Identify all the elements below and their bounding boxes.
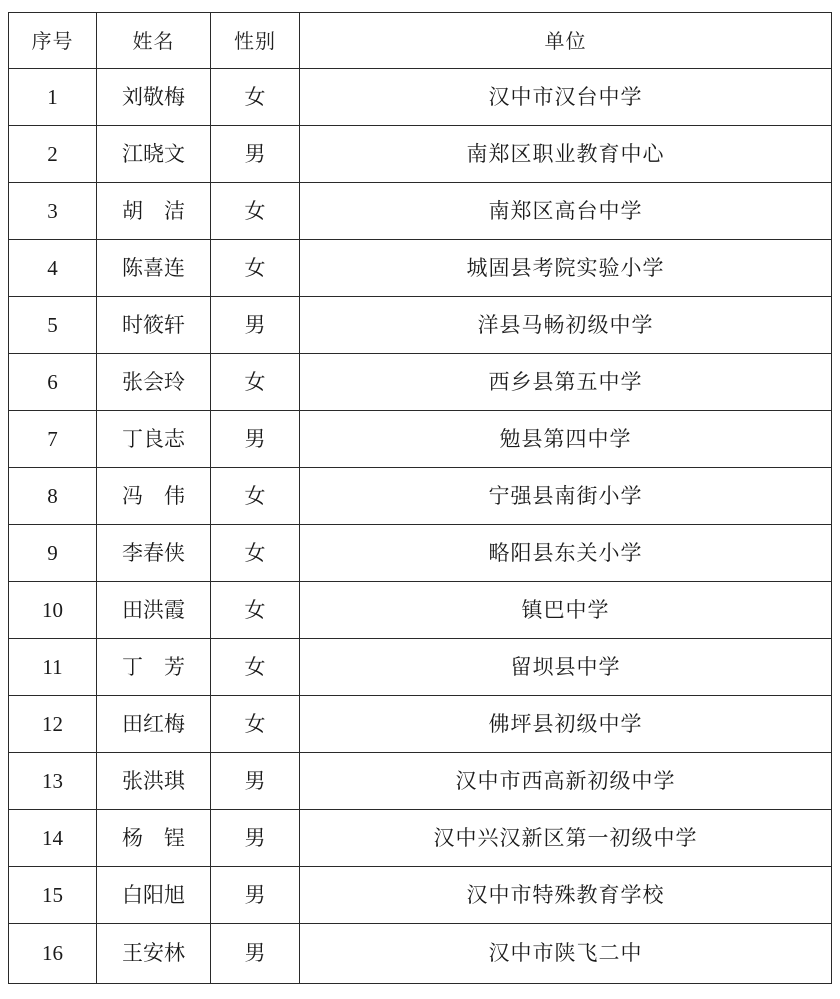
header-name: 姓名 (97, 13, 211, 69)
cell-gender: 女 (211, 69, 300, 126)
cell-unit: 南郑区高台中学 (300, 183, 832, 240)
cell-gender: 男 (211, 126, 300, 183)
table-row (9, 753, 832, 810)
cell-unit: 镇巴中学 (300, 582, 832, 639)
cell-name: 胡 洁 (97, 183, 211, 240)
cell-gender: 女 (211, 582, 300, 639)
cell-seq: 15 (9, 867, 97, 924)
table-row (9, 639, 832, 696)
cell-seq: 5 (9, 297, 97, 354)
cell-seq: 12 (9, 696, 97, 753)
header-gender: 性别 (211, 13, 300, 69)
cell-seq: 10 (9, 582, 97, 639)
cell-name: 张会玲 (97, 354, 211, 411)
cell-gender: 女 (211, 468, 300, 525)
cell-gender: 男 (211, 867, 300, 924)
cell-name: 田洪霞 (97, 582, 211, 639)
cell-unit: 佛坪县初级中学 (300, 696, 832, 753)
table-body (9, 69, 832, 984)
cell-seq: 3 (9, 183, 97, 240)
cell-name: 冯 伟 (97, 468, 211, 525)
header-row (9, 13, 832, 69)
cell-gender: 女 (211, 696, 300, 753)
cell-name: 丁良志 (97, 411, 211, 468)
cell-name: 刘敬梅 (97, 69, 211, 126)
cell-seq: 14 (9, 810, 97, 867)
table-row (9, 183, 832, 240)
cell-unit: 汉中市西高新初级中学 (300, 753, 832, 810)
cell-unit: 勉县第四中学 (300, 411, 832, 468)
cell-gender: 女 (211, 525, 300, 582)
cell-name: 时筱轩 (97, 297, 211, 354)
cell-seq: 11 (9, 639, 97, 696)
header-seq: 序号 (9, 13, 97, 69)
cell-gender: 男 (211, 924, 300, 984)
cell-unit: 略阳县东关小学 (300, 525, 832, 582)
cell-gender: 男 (211, 810, 300, 867)
cell-seq: 13 (9, 753, 97, 810)
cell-gender: 男 (211, 411, 300, 468)
cell-unit: 汉中市特殊教育学校 (300, 867, 832, 924)
cell-unit: 汉中市陕飞二中 (300, 924, 832, 984)
cell-name: 李春侠 (97, 525, 211, 582)
table-row (9, 240, 832, 297)
cell-seq: 8 (9, 468, 97, 525)
cell-unit: 留坝县中学 (300, 639, 832, 696)
table-row (9, 354, 832, 411)
header-unit: 单位 (300, 13, 832, 69)
cell-seq: 16 (9, 924, 97, 984)
table-row (9, 582, 832, 639)
cell-gender: 女 (211, 354, 300, 411)
cell-name: 田红梅 (97, 696, 211, 753)
table-row (9, 126, 832, 183)
table-header (9, 13, 832, 69)
cell-seq: 1 (9, 69, 97, 126)
cell-seq: 6 (9, 354, 97, 411)
table-row (9, 696, 832, 753)
cell-unit: 南郑区职业教育中心 (300, 126, 832, 183)
cell-unit: 宁强县南街小学 (300, 468, 832, 525)
table-row (9, 297, 832, 354)
cell-gender: 男 (211, 753, 300, 810)
cell-seq: 4 (9, 240, 97, 297)
cell-gender: 女 (211, 183, 300, 240)
table-row (9, 924, 832, 984)
table-row (9, 69, 832, 126)
cell-gender: 男 (211, 297, 300, 354)
cell-unit: 汉中兴汉新区第一初级中学 (300, 810, 832, 867)
cell-gender: 女 (211, 240, 300, 297)
cell-gender: 女 (211, 639, 300, 696)
cell-seq: 7 (9, 411, 97, 468)
cell-unit: 城固县考院实验小学 (300, 240, 832, 297)
cell-unit: 汉中市汉台中学 (300, 69, 832, 126)
cell-name: 王安林 (97, 924, 211, 984)
table-row (9, 810, 832, 867)
cell-name: 陈喜连 (97, 240, 211, 297)
cell-name: 杨 锃 (97, 810, 211, 867)
cell-name: 白阳旭 (97, 867, 211, 924)
cell-name: 丁 芳 (97, 639, 211, 696)
table-row (9, 468, 832, 525)
table-row (9, 867, 832, 924)
cell-seq: 2 (9, 126, 97, 183)
cell-name: 张洪琪 (97, 753, 211, 810)
cell-seq: 9 (9, 525, 97, 582)
cell-unit: 西乡县第五中学 (300, 354, 832, 411)
table-row (9, 525, 832, 582)
roster-table (8, 12, 832, 984)
cell-name: 江晓文 (97, 126, 211, 183)
table-row (9, 411, 832, 468)
cell-unit: 洋县马畅初级中学 (300, 297, 832, 354)
